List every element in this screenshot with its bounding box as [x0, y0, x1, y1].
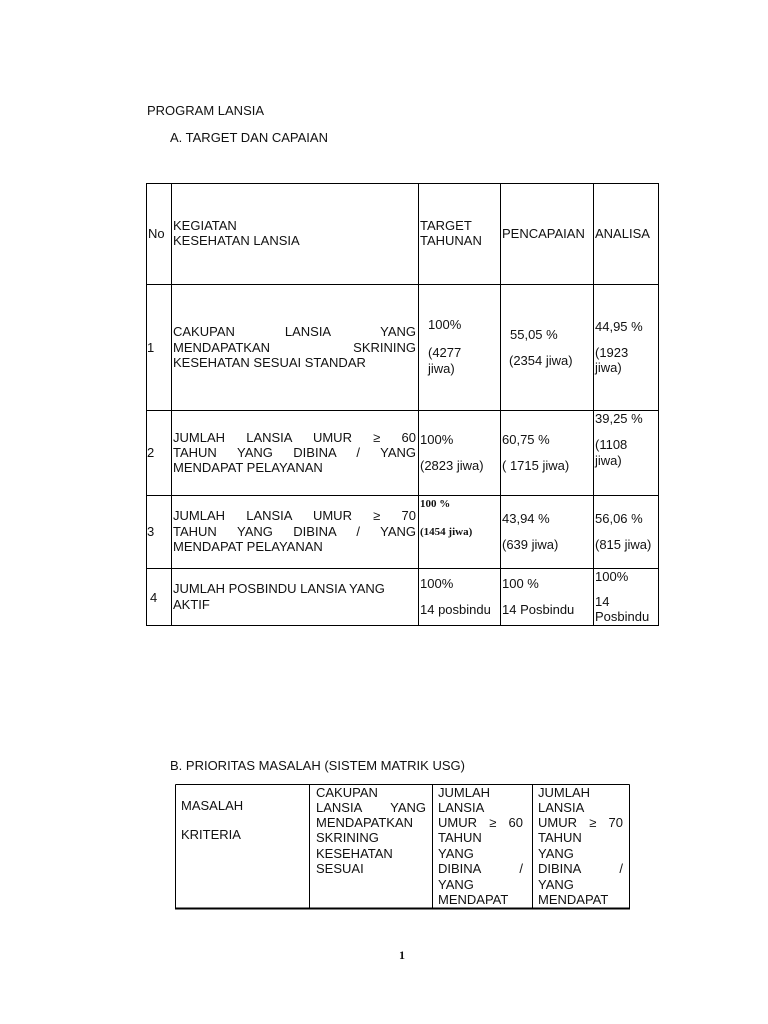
- header-kegiatan-line2: KESEHATAN LANSIA: [173, 233, 300, 248]
- usg-col2-line6: SESUAI: [316, 861, 364, 876]
- row2-kegiatan-line2: TAHUN YANG DIBINA / YANG: [173, 445, 416, 460]
- usg-col4-line5: YANG: [538, 846, 574, 861]
- row1-target-line1: 100%: [428, 317, 462, 332]
- row3-kegiatan-line1: JUMLAH LANSIA UMUR ≥ 70: [173, 508, 416, 523]
- header-target-line1: TARGET: [420, 218, 472, 233]
- usg-col3-line8: MENDAPAT: [438, 892, 509, 907]
- row1-kegiatan-line3: KESEHATAN SESUAI STANDAR: [173, 355, 366, 370]
- page-number: 1: [399, 948, 405, 962]
- usg-col2-line1: CAKUPAN: [316, 785, 378, 800]
- usg-col2-line4: SKRINING: [316, 830, 379, 845]
- row3-pencapaian-line2: (639 jiwa): [502, 537, 559, 552]
- usg-col4-line8: MENDAPAT: [538, 892, 609, 907]
- usg-col3-line5: YANG: [438, 846, 474, 861]
- section-a-heading: A. TARGET DAN CAPAIAN: [170, 130, 328, 145]
- section-b-heading: B. PRIORITAS MASALAH (SISTEM MATRIK USG): [170, 758, 465, 773]
- row1-analisa-line1: 44,95 %: [595, 319, 643, 334]
- row4-target-line2: 14 posbindu: [420, 602, 491, 617]
- usg-col3-line6: DIBINA /: [438, 861, 523, 876]
- row3-kegiatan-line2: TAHUN YANG DIBINA / YANG: [173, 524, 416, 539]
- usg-col3-line7: YANG: [438, 877, 474, 892]
- usg-col3-line1: JUMLAH: [438, 785, 491, 800]
- row4-kegiatan-line1: JUMLAH POSBINDU LANSIA YANG: [173, 581, 385, 596]
- masalah-label: MASALAH: [181, 798, 244, 813]
- row3-kegiatan-line3: MENDAPAT PELAYANAN: [173, 539, 323, 554]
- usg-col2-line3: MENDAPATKAN: [316, 815, 414, 830]
- usg-col2-line5: KESEHATAN: [316, 846, 393, 861]
- row3-target-line2: (1454 jiwa): [420, 526, 473, 538]
- row4-kegiatan-line2: AKTIF: [173, 597, 210, 612]
- row1-pencapaian-line1: 55,05 %: [510, 327, 558, 342]
- header-pencapaian: PENCAPAIAN: [502, 226, 585, 241]
- row4-analisa-line2: 14: [595, 594, 610, 609]
- row1-target-line3: jiwa): [428, 361, 455, 376]
- row1-pencapaian-line2: (2354 jiwa): [509, 353, 573, 368]
- row1-no: 1: [147, 340, 155, 355]
- usg-col3-line3: UMUR ≥ 60: [438, 815, 523, 830]
- row2-analisa-line1: 39,25 %: [595, 411, 643, 426]
- row3-no: 3: [147, 524, 155, 539]
- row3-target-line1: 100 %: [420, 498, 451, 510]
- row4-target-line1: 100%: [420, 576, 454, 591]
- usg-col4-line4: TAHUN: [538, 830, 582, 845]
- row1-kegiatan-line2: MENDAPATKAN SKRINING: [173, 340, 416, 355]
- row4-pencapaian-line2: 14 Posbindu: [502, 602, 575, 617]
- row4-no: 4: [150, 590, 158, 605]
- usg-col4-line2: LANSIA: [538, 800, 585, 815]
- row4-analisa-line1: 100%: [595, 569, 629, 584]
- row1-analisa-line3: jiwa): [595, 360, 622, 375]
- row4-pencapaian-line1: 100 %: [502, 576, 539, 591]
- header-kegiatan-line1: KEGIATAN: [173, 218, 237, 233]
- row2-analisa-line2: (1108: [595, 437, 628, 452]
- row2-kegiatan-line1: JUMLAH LANSIA UMUR ≥ 60: [173, 430, 416, 445]
- usg-col4-line6: DIBINA /: [538, 861, 623, 876]
- usg-col4-line7: YANG: [538, 877, 574, 892]
- row2-pencapaian-line1: 60,75 %: [502, 432, 550, 447]
- row3-pencapaian-line1: 43,94 %: [502, 511, 550, 526]
- kriteria-label: KRITERIA: [181, 827, 241, 842]
- header-no: No: [148, 226, 165, 241]
- row2-no: 2: [147, 445, 155, 460]
- row1-target-line2: (4277: [428, 345, 462, 360]
- usg-col2-line2: LANSIA YANG: [316, 800, 426, 815]
- header-target-line2: TAHUNAN: [420, 233, 482, 248]
- row4-analisa-line3: Posbindu: [595, 609, 650, 624]
- row2-analisa-line3: jiwa): [595, 453, 622, 468]
- header-analisa: ANALISA: [595, 226, 650, 241]
- row1-kegiatan-line1: CAKUPAN LANSIA YANG: [173, 324, 416, 339]
- row2-kegiatan-line3: MENDAPAT PELAYANAN: [173, 460, 323, 475]
- row2-target-line1: 100%: [420, 432, 454, 447]
- usg-col4-line3: UMUR ≥ 70: [538, 815, 623, 830]
- row3-analisa-line1: 56,06 %: [595, 511, 643, 526]
- row2-pencapaian-line2: ( 1715 jiwa): [502, 458, 570, 473]
- usg-col3-line4: TAHUN: [438, 830, 482, 845]
- document-title: PROGRAM LANSIA: [147, 103, 265, 118]
- usg-col3-line2: LANSIA: [438, 800, 485, 815]
- row3-analisa-line2: (815 jiwa): [595, 537, 652, 552]
- row2-target-line2: (2823 jiwa): [420, 458, 484, 473]
- usg-col4-line1: JUMLAH: [538, 785, 591, 800]
- row1-analisa-line2: (1923: [595, 345, 629, 360]
